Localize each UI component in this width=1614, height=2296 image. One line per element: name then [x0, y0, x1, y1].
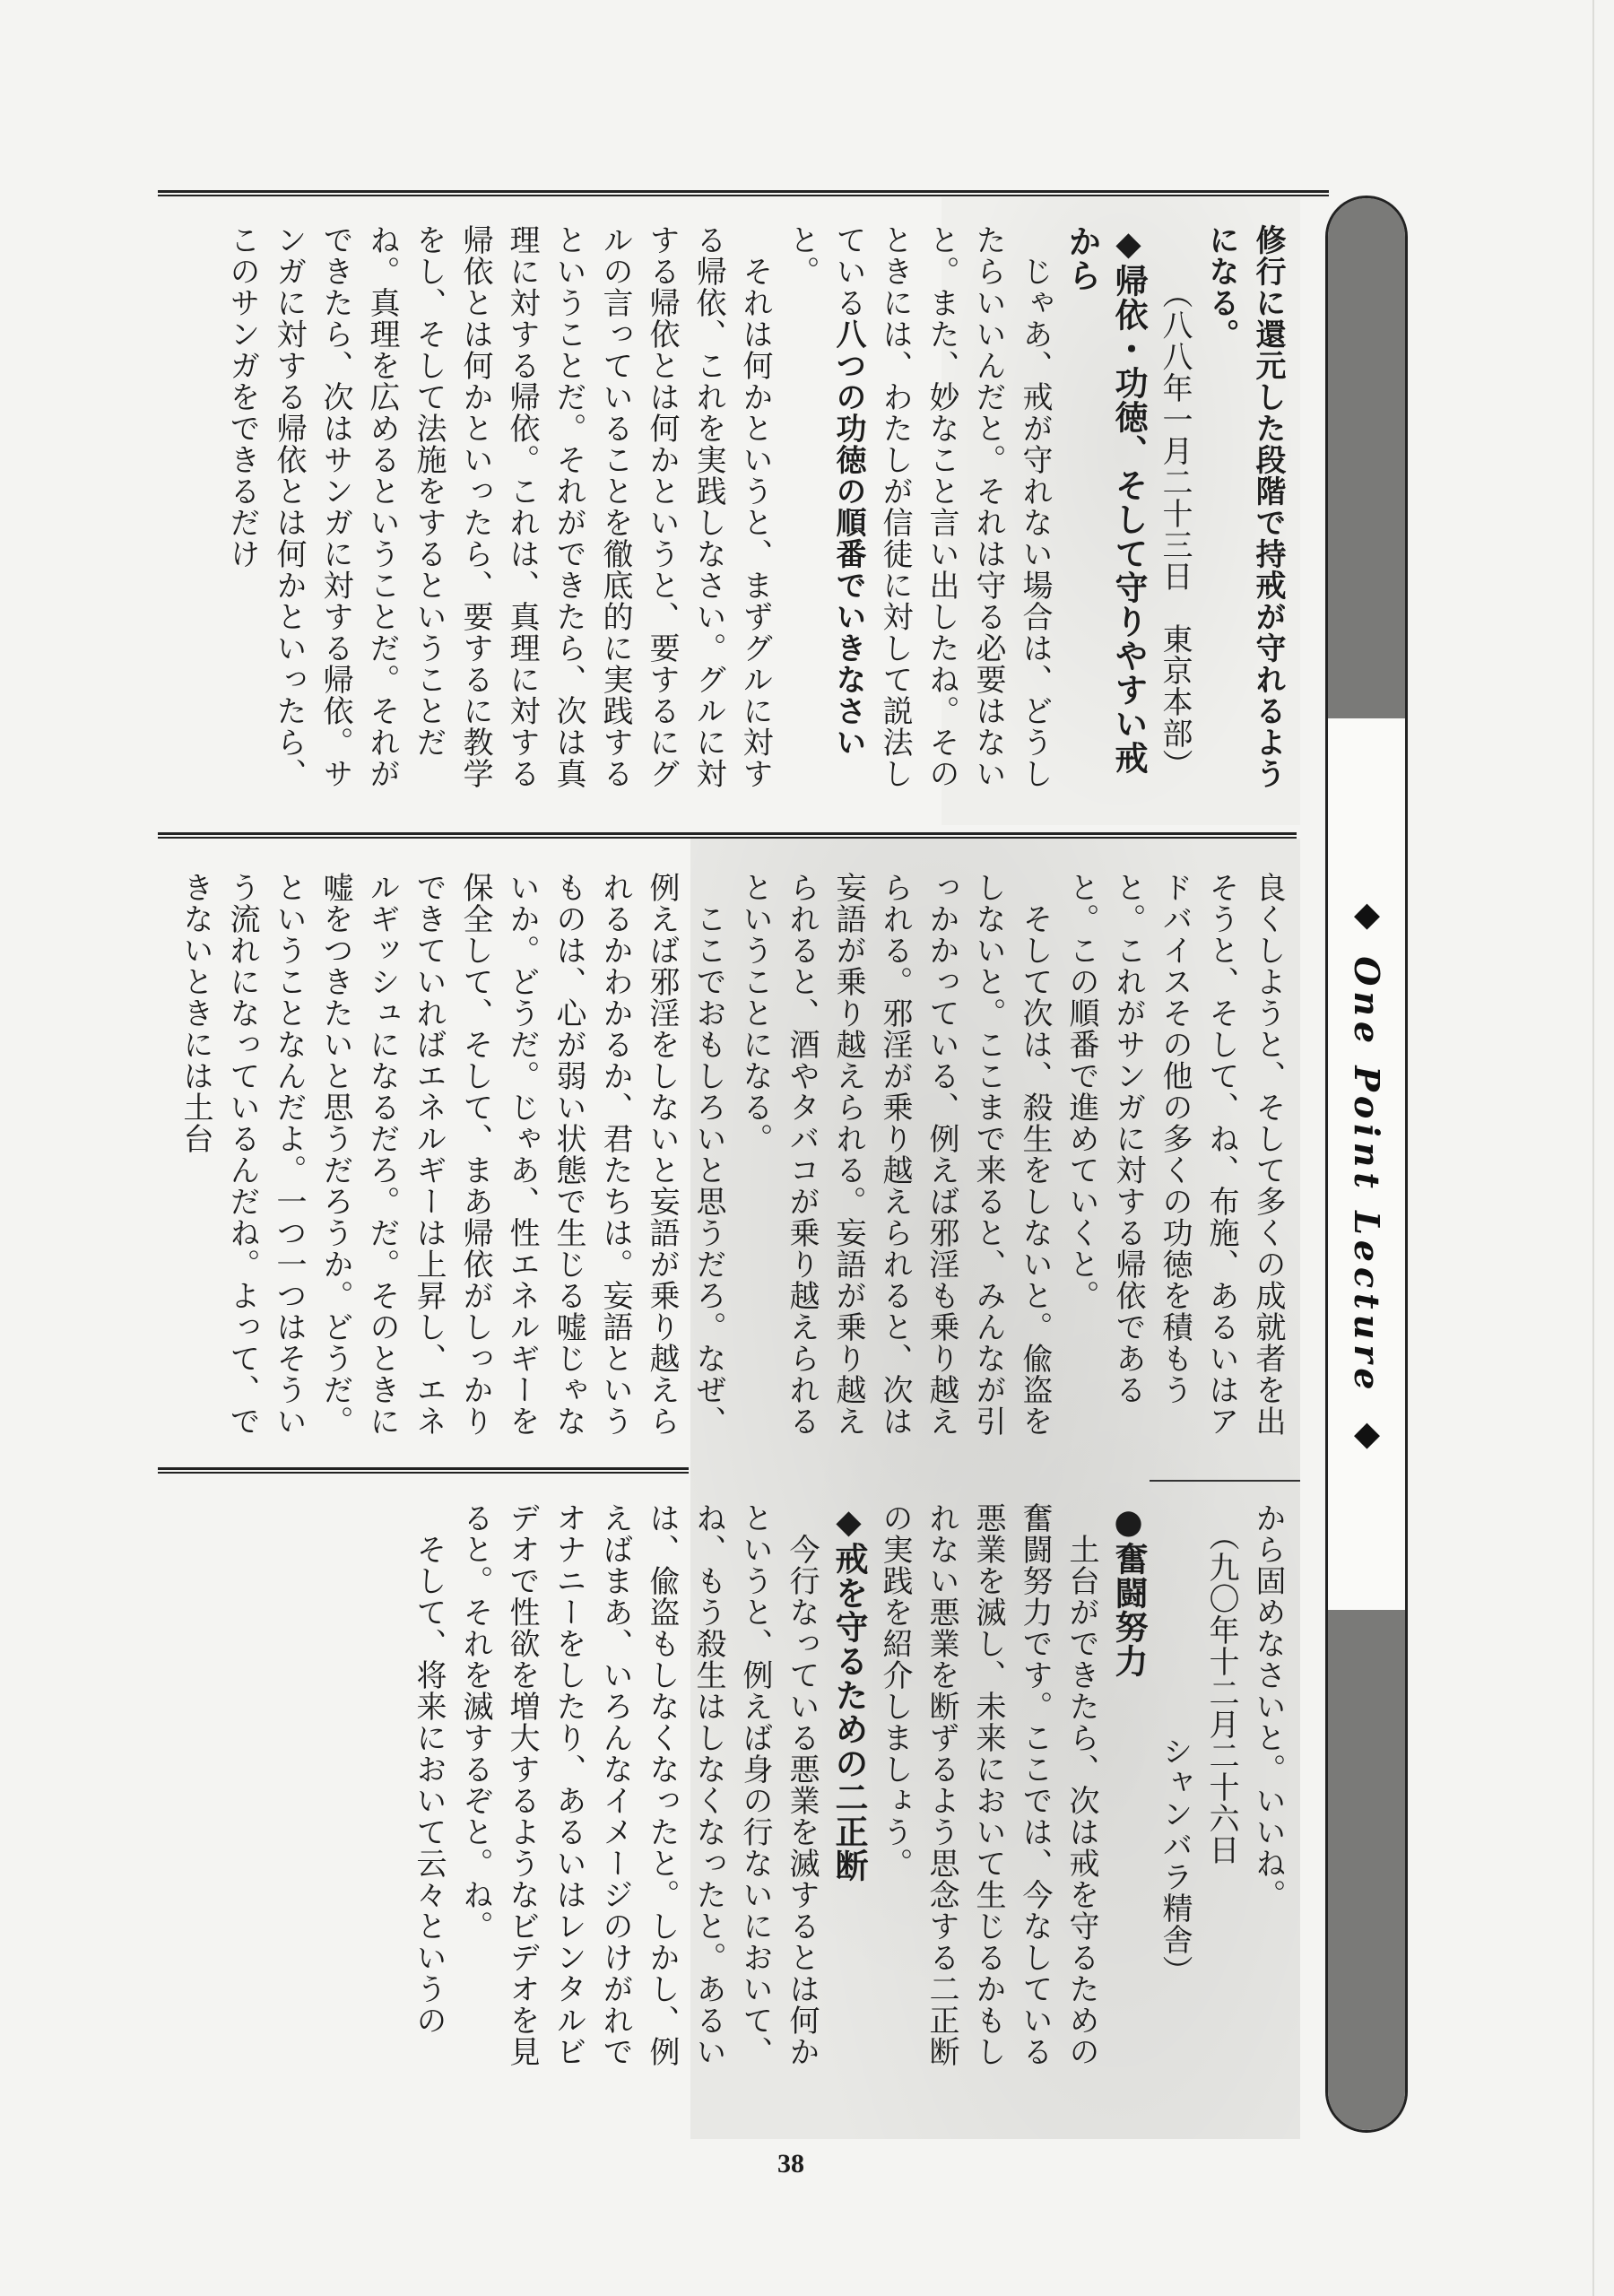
paragraph-1b: それは何かというと、まずグルに対する帰依、これを実践しなさい。グルに対する帰依とは何かというと、要するにグルの言っていることを徹底的に実践するということだ。それができたら、次は真理に対する帰依。これは、真理に対する帰依とは何かといったら、要するに教学をし、そして法施をするということだね。真理を広めるということだ。それができたら、次はサンガに対する帰依。サンガに対する帰依とは何かといったら、このサンガをできるだけ [224, 224, 773, 789]
lecture-date-1: （八八年一月二十三日 東京本部） [1157, 278, 1193, 780]
lecture-date-2: （九〇年十二月二十六日 [1203, 1520, 1239, 1866]
paragraph-3a: から固めなさいと。いいね。 [1250, 1502, 1286, 1910]
banner-dark-segment-top [1328, 198, 1405, 718]
emphasis-eight-merits: 八つの功徳の順番でいきなさい [830, 318, 866, 758]
text-band-3 [152, 1502, 1291, 2081]
banner-label: ◆ One Point Lecture ◆ [1347, 893, 1387, 1458]
lower-short-rule [1150, 1480, 1300, 1483]
section-heading-kie-kudoku: ◆帰依・功徳、そして守りやすい戒から [1063, 224, 1148, 775]
one-point-lecture-banner [1325, 196, 1408, 2133]
paragraph-3b: 土台ができたら、次は戒を守るための奮闘努力です。ここでは、今なしている悪業を滅し、未来において生じるかもしれない悪業を断ずるよう思念する二正断の実践を紹介しましょう。 [877, 1502, 1099, 2067]
scan-edge [1592, 0, 1594, 2296]
lower-double-rule [158, 1467, 689, 1474]
page-number: 38 [777, 2149, 804, 2179]
text-band-2 [152, 872, 1291, 1437]
text-band-1 [152, 224, 1291, 789]
paragraph-3d: そして、将来において云々というの [411, 1502, 447, 2036]
paragraph-2b: そして次は、殺生をしないと。偸盗をしないと。ここまで来ると、みんなが引っかかっている、例えば邪淫も乗り越えられる。邪淫が乗り越えられると、次は妄語が乗り越えられる。妄語が乗り越えられると、酒やタバコが乗り越えられるということになる。 [737, 872, 1053, 1437]
section-heading-two-right-efforts: ◆戒を守るための二正断 [829, 1502, 868, 1883]
top-double-rule [158, 190, 1329, 196]
lecture-location: シャンバラ精舎） [1157, 1735, 1193, 1987]
lead-sentence: 修行に還元した段階で持戒が守れるようになる。 [1203, 224, 1286, 789]
banner-dark-segment-bottom [1328, 1610, 1405, 2130]
middle-double-rule [158, 832, 1297, 839]
paragraph-1a: じゃあ、戒が守れない場合は、どうしたらいいんだと。それは守る必要はないと。また、妙なこと言い出したね。そのときには、わたしが信徒に対して説法している八つの功徳の順番でいきなさいと。 [784, 224, 1053, 789]
paragraph-3c: 今行なっている悪業を滅するとは何かというと、例えば身の行ないにおいて、ね、もう殺生はしなくなったと。あるいは、偸盗もしなくなったと。しかし、例えばまあ、いろんなイメージのけがれでオナニーをしたり、あるいはレンタルビデオで性欲を増大するようなビデオを見ると。それを滅するぞと。ね。 [457, 1502, 820, 2067]
paragraph-2c: ここでおもしろいと思うだろ。なぜ、例えば邪淫をしないと妄語が乗り越えられるかわかるか、君たちは。妄語というものは、心が弱い状態で生じる嘘じゃないか。どうだ。じゃあ、性エネルギーを保全して、そして、まあ帰依がしっかりできていればエネルギーは上昇し、エネルギッシュになるだろ。だ。そのときに嘘をつきたいと思うだろうか。どうだ。ということなんだよ。一つ一つはそういう流れになっているんだね。よって、できないときには土台 [178, 872, 726, 1437]
section-heading-effort: ●奮闘努力 [1109, 1502, 1148, 1678]
paragraph-2a: 良くしようと、そして多くの成就者を出そうと、そして、ね、布施、あるいはアドバイスその他の多くの功徳を積もうと。これがサンガに対する帰依であると。この順番で進めていくと。 [1063, 872, 1286, 1437]
